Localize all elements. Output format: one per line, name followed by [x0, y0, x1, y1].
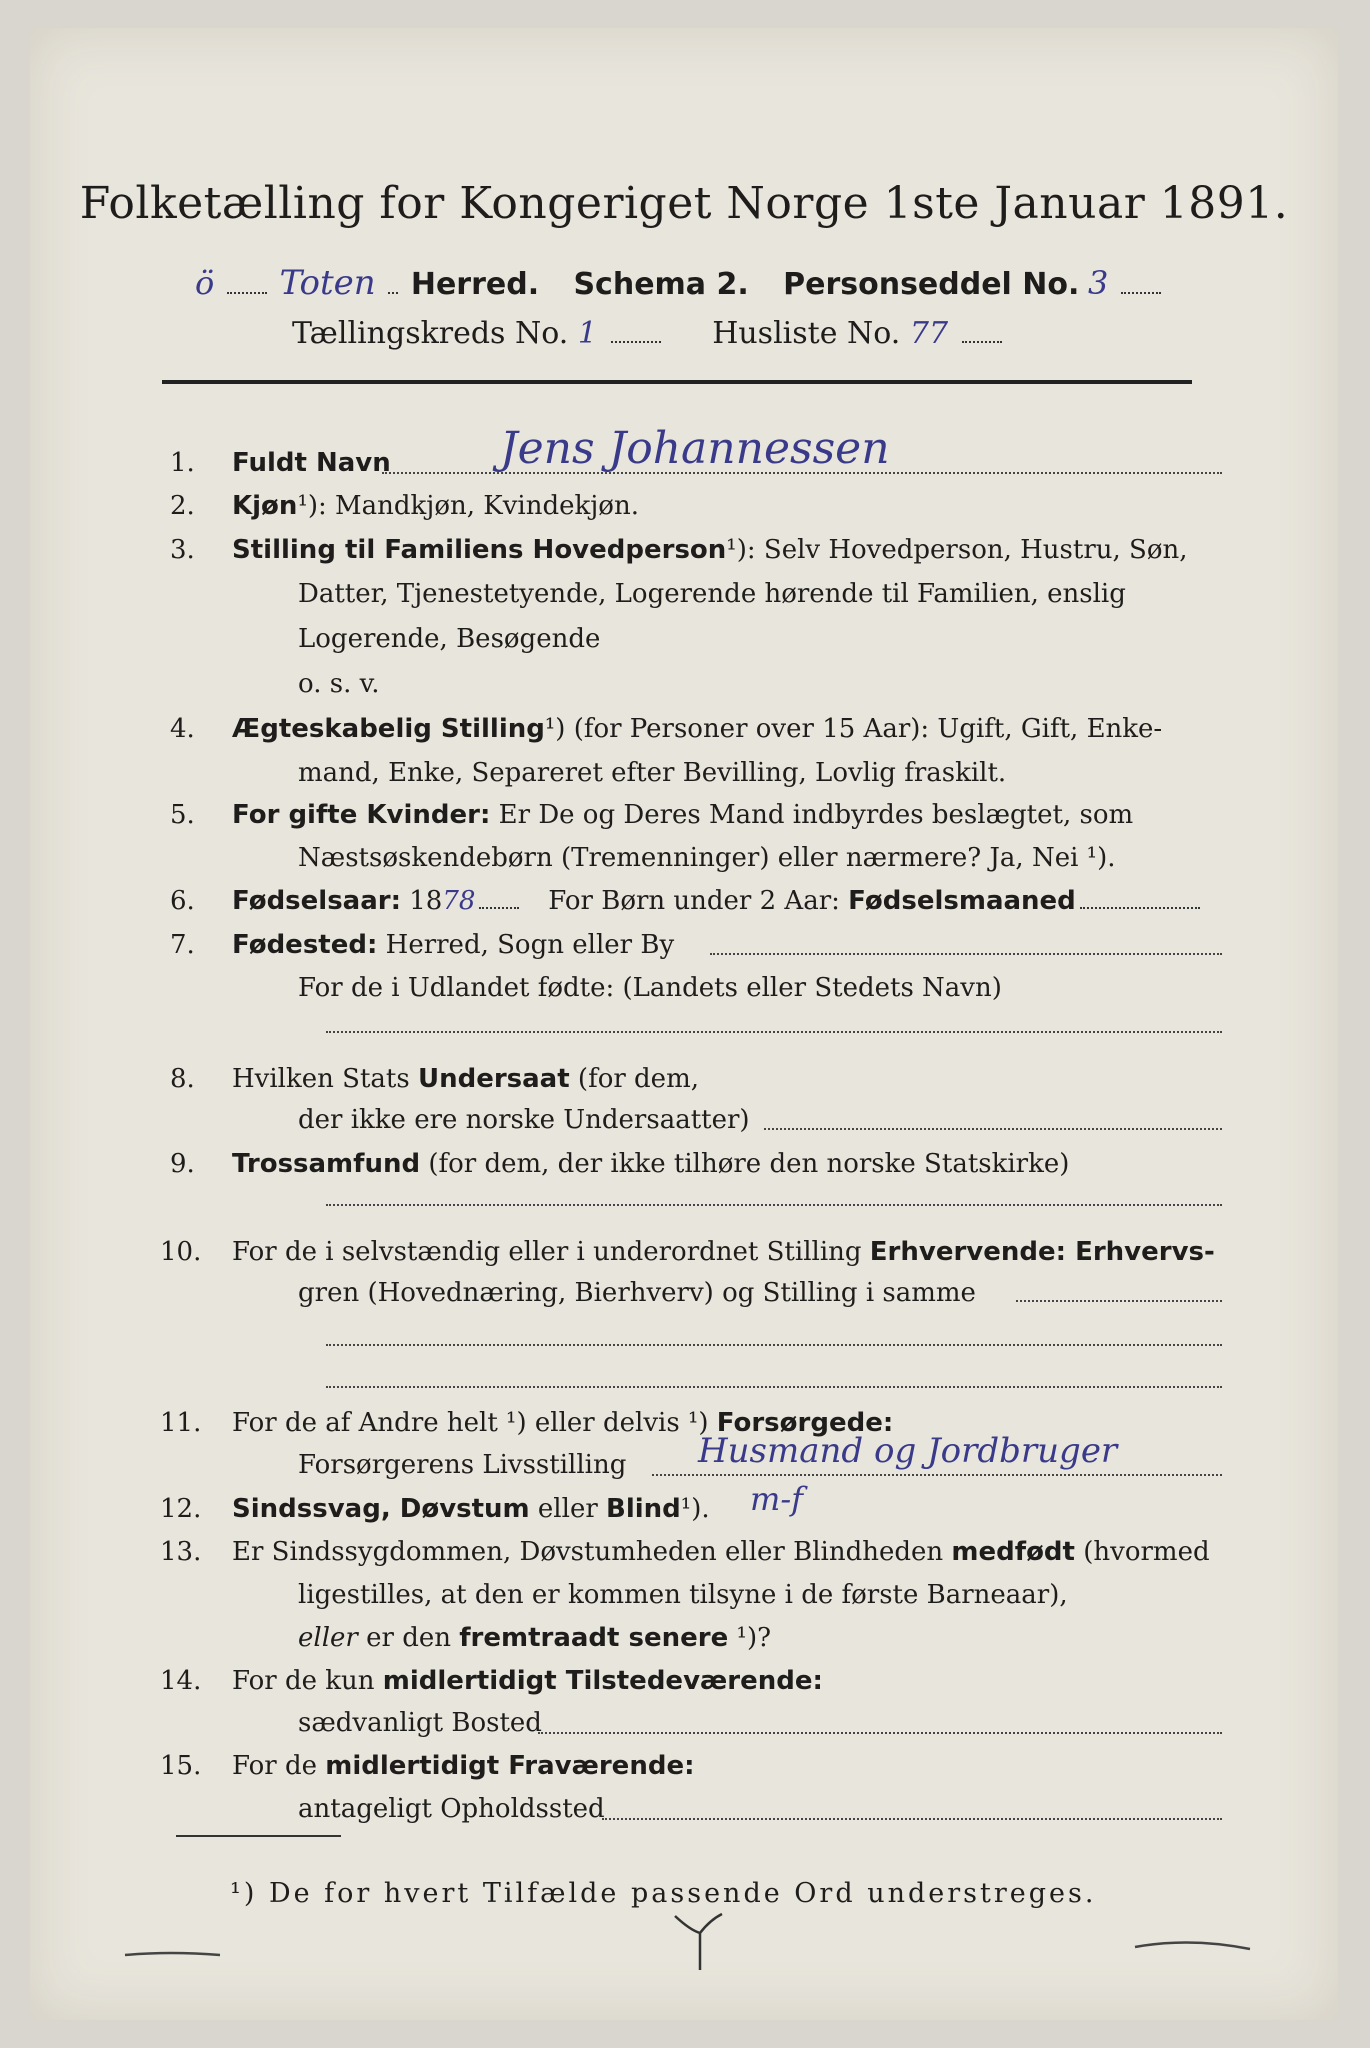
dotted-fill — [479, 906, 519, 909]
blind-label: Blind — [606, 1494, 681, 1524]
herred-handwritten: Toten — [279, 263, 376, 303]
footnote: ¹) De for hvert Tilfælde passende Ord understreges. — [230, 1878, 1097, 1909]
field-number: 3. — [170, 535, 195, 565]
temporary-present-label: midlertidigt Tilstedeværende: — [382, 1666, 823, 1696]
field-13-or: eller — [298, 1623, 358, 1653]
full-name-label: Fuldt Navn — [232, 448, 391, 478]
form-title: Folketælling for Kongeriget Norge 1ste Januar 1891. — [79, 178, 1289, 229]
temporary-absent-label: midlertidigt Fraværende: — [325, 1751, 695, 1781]
kreds-label: Tællingskreds No. — [292, 316, 569, 351]
field-13-line-3 — [298, 1623, 771, 1653]
dotted-fill — [962, 340, 1002, 343]
field-number: 4. — [170, 714, 195, 744]
herred-line — [195, 263, 1165, 303]
field-13-line-2: ligestilles, at den er kommen tilsyne i de første Barneaar), — [298, 1580, 1068, 1610]
disability-or: eller — [537, 1494, 598, 1524]
pencil-mark — [1130, 1933, 1260, 1958]
birth-month-label: Fødselsmaaned — [848, 886, 1076, 916]
herred-prefix: ö — [195, 264, 215, 302]
disability-footnote: ¹). — [680, 1494, 710, 1524]
birthplace-options: Herred, Sogn eller By — [385, 930, 675, 960]
birth-year-value: 78 — [442, 886, 476, 916]
field-5 — [232, 800, 1133, 830]
pencil-mark — [670, 1908, 730, 1978]
family-position-options: ¹): Selv Hovedperson, Hustru, Søn, — [726, 535, 1188, 565]
occupation-label: Erhvervende: Erhvervs- — [869, 1237, 1215, 1267]
dotted-line — [652, 1474, 1222, 1476]
herred-label: Herred. — [410, 267, 540, 302]
religion-note: (for dem, der ikke tilhøre den norske Statskirke) — [428, 1149, 1070, 1179]
field-13 — [232, 1537, 1210, 1567]
congenital-label: medfødt — [951, 1537, 1075, 1567]
field-15-line-2: antageligt Opholdssted — [298, 1794, 605, 1824]
field-4 — [232, 714, 1162, 744]
birth-year-prefix: 18 — [409, 886, 443, 916]
dotted-line — [326, 1344, 1222, 1346]
field-11-line-2: Forsørgerens Livsstilling — [298, 1450, 627, 1480]
dotted-line — [710, 953, 1222, 955]
sex-options: ¹): Mandkjøn, Kvindekjøn. — [297, 491, 639, 521]
field-12 — [232, 1494, 710, 1524]
occupation-intro: For de i selvstændig eller i underordnet Stilling — [232, 1237, 862, 1267]
field-number: 9. — [170, 1149, 195, 1179]
field-7 — [232, 930, 674, 960]
dotted-line — [602, 1818, 1222, 1820]
field-number: 14. — [160, 1666, 202, 1696]
field-8-line-2: der ikke ere norske Undersaatter) — [298, 1105, 750, 1135]
supported-intro: For de af Andre helt ¹) eller delvis ¹) — [232, 1408, 709, 1438]
field-number: 7. — [170, 930, 195, 960]
family-position-label: Stilling til Familiens Hovedperson — [232, 535, 727, 565]
field-number: 8. — [170, 1064, 195, 1094]
temporary-absent-intro: For de — [232, 1751, 317, 1781]
dotted-line — [538, 1732, 1222, 1734]
field-number: 6. — [170, 886, 195, 916]
husliste-value: 77 — [909, 316, 949, 351]
personseddel-label: Personseddel No. — [783, 267, 1080, 302]
religion-label: Trossamfund — [232, 1149, 421, 1179]
footnote-rule — [176, 1835, 341, 1837]
schema-label: Schema 2. — [573, 267, 749, 302]
marital-status-options: ¹) (for Personer over 15 Aar): Ugift, Gift, Enke- — [544, 714, 1163, 744]
congenital-note: (hvormed — [1083, 1537, 1210, 1567]
later-onset-footnote: ¹)? — [736, 1623, 772, 1653]
personseddel-value: 3 — [1088, 264, 1109, 302]
supporter-occupation-note: m-f — [750, 1480, 803, 1518]
field-number: 13. — [160, 1537, 202, 1567]
husliste-label: Husliste No. — [712, 316, 901, 351]
disability-label: Sindssvag, Døvstum — [232, 1494, 530, 1524]
field-14 — [232, 1666, 823, 1696]
dotted-fill — [1080, 906, 1200, 909]
birth-year-label: Fødselsaar: — [232, 886, 401, 916]
married-women-question: Er De og Deres Mand indbyrdes beslægtet, som — [498, 800, 1134, 830]
dotted-line — [326, 1386, 1222, 1388]
field-3 — [232, 535, 1188, 565]
dotted-fill — [388, 291, 398, 294]
pencil-mark — [120, 1943, 230, 1963]
kreds-value: 1 — [577, 316, 597, 351]
later-onset-label: fremtraadt senere — [459, 1623, 729, 1653]
kreds-line — [292, 316, 1006, 351]
field-number: 12. — [160, 1494, 202, 1524]
citizenship-intro: Hvilken Stats — [232, 1064, 410, 1094]
field-9 — [232, 1149, 1069, 1179]
citizenship-note: (for dem, — [577, 1064, 699, 1094]
congenital-intro: Er Sindssygdommen, Døvstumheden eller Blindheden — [232, 1537, 944, 1567]
birth-month-intro: For Børn under 2 Aar: — [548, 886, 840, 916]
field-15 — [232, 1751, 694, 1781]
field-1 — [232, 448, 391, 478]
field-number: 5. — [170, 800, 195, 830]
dotted-line — [764, 1128, 1222, 1130]
dotted-line — [1016, 1300, 1222, 1302]
field-3-line-2: Datter, Tjenestetyende, Logerende hørende til Familien, enslig — [298, 579, 1126, 609]
field-13-is: er den — [366, 1623, 451, 1653]
header-rule — [162, 380, 1192, 384]
dotted-fill — [227, 291, 267, 294]
field-4-line-2: mand, Enke, Separeret efter Bevilling, Lovlig fraskilt. — [298, 758, 1007, 788]
field-10-line-2: gren (Hovednæring, Bierhverv) og Stilling i samme — [298, 1278, 976, 1308]
field-number: 10. — [160, 1237, 202, 1267]
full-name-value: Jens Johannessen — [500, 423, 890, 474]
supporter-occupation-value: Husmand og Jordbruger — [698, 1431, 1118, 1471]
field-5-line-2: Næstsøskendebørn (Tremenninger) eller nærmere? Ja, Nei ¹). — [298, 843, 1116, 873]
dotted-line — [326, 1031, 1222, 1033]
supported-label: Forsørgede: — [716, 1408, 894, 1438]
field-14-line-2: sædvanligt Bosted — [298, 1708, 542, 1738]
field-number: 2. — [170, 491, 195, 521]
dotted-fill — [1121, 291, 1161, 294]
marital-status-label: Ægteskabelig Stilling — [232, 714, 545, 744]
field-number: 11. — [160, 1408, 202, 1438]
field-6 — [232, 886, 1204, 916]
field-8 — [232, 1064, 699, 1094]
married-women-label: For gifte Kvinder: — [232, 800, 491, 830]
temporary-present-intro: For de kun — [232, 1666, 375, 1696]
field-2 — [232, 491, 639, 521]
citizenship-label: Undersaat — [417, 1064, 570, 1094]
sex-label: Kjøn — [232, 491, 298, 521]
field-3-line-3: Logerende, Besøgende — [298, 624, 601, 654]
field-3-line-4: o. s. v. — [298, 669, 380, 699]
census-form-sheet — [30, 28, 1338, 2020]
dotted-fill — [611, 340, 661, 343]
field-number: 1. — [170, 448, 195, 478]
field-number: 15. — [160, 1751, 202, 1781]
field-7-line-2: For de i Udlandet fødte: (Landets eller Stedets Navn) — [298, 973, 1002, 1003]
field-10 — [232, 1237, 1215, 1267]
birthplace-label: Fødested: — [232, 930, 378, 960]
dotted-line — [326, 1204, 1222, 1206]
